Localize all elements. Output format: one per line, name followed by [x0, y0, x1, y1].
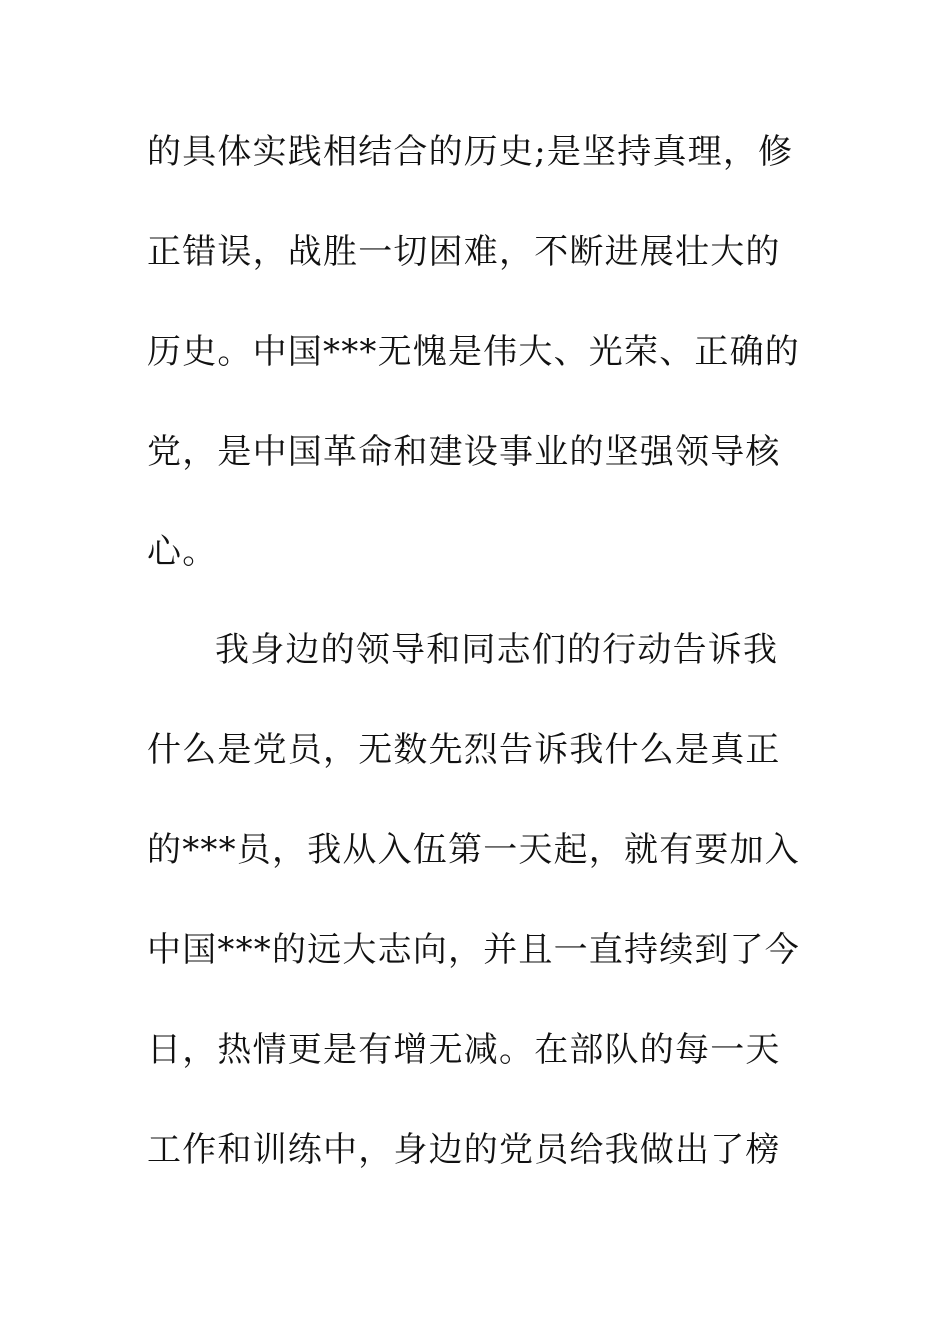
- text-line: 正错误，战胜一切困难，不断进展壮大的: [147, 232, 781, 272]
- text-line: 中国***的远大志向，并且一直持续到了今: [147, 930, 800, 970]
- text-line: 日，热情更是有增无减。在部队的每一天: [147, 1030, 781, 1070]
- paragraph-first-line: 我身边的领导和同志们的行动告诉我: [215, 630, 779, 670]
- text-line: 的具体实践相结合的历史;是坚持真理，修: [147, 132, 794, 172]
- text-line: 党，是中国革命和建设事业的坚强领导核: [147, 432, 781, 472]
- text-line: 工作和训练中，身边的党员给我做出了榜: [147, 1130, 781, 1170]
- text-line: 心。: [147, 532, 218, 572]
- text-line: 什么是党员，无数先烈告诉我什么是真正: [147, 730, 781, 770]
- text-line: 历史。中国***无愧是伟大、光荣、正确的: [147, 332, 800, 372]
- text-line: 的***员，我从入伍第一天起，就有要加入: [147, 830, 800, 870]
